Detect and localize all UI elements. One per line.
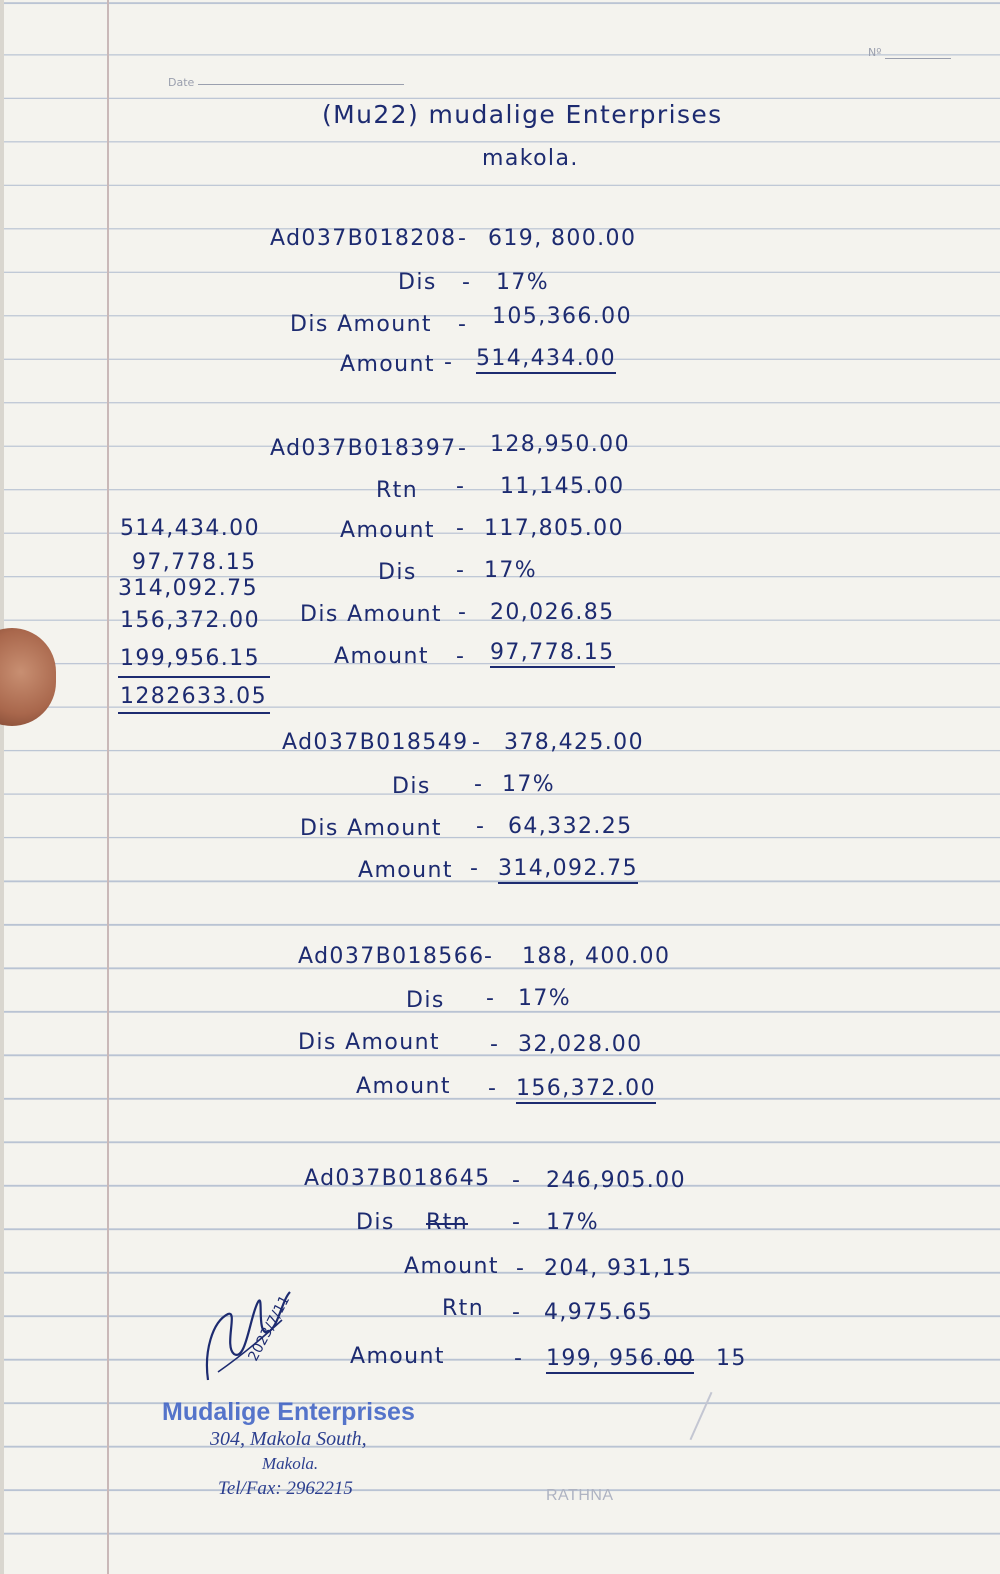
margin-line — [107, 0, 109, 1574]
signature — [198, 1262, 338, 1392]
number-label: Nº — [868, 46, 882, 59]
sum-total: 1282633.05 — [120, 684, 267, 709]
paper-brand: RATHNA — [546, 1487, 614, 1504]
rtn-label: Rtn — [376, 478, 419, 503]
invoice-total: 128,950.00 — [490, 432, 630, 457]
dis-percent: 17% — [502, 772, 556, 797]
dash: - — [458, 226, 468, 251]
dis-amount-label: Dis Amount — [298, 1030, 440, 1055]
page-title: (Mu22) mudalige Enterprises — [322, 100, 723, 129]
amount-after-dis: 204, 931,15 — [544, 1256, 693, 1281]
dash: - — [444, 350, 454, 375]
signature-date: 2023/7/11 — [245, 1292, 294, 1364]
dash: - — [486, 986, 496, 1011]
sum-line: 97,778.15 — [132, 550, 257, 575]
stamp-company-name: Mudalige Enterprises — [162, 1398, 415, 1426]
amount-label: Amount — [340, 352, 435, 377]
dash: - — [456, 516, 466, 541]
amount-value — [546, 1346, 694, 1374]
sum-line: 199,956.15 — [120, 646, 260, 671]
rtn-struck: Rtn — [426, 1210, 469, 1235]
number-line — [885, 58, 951, 59]
amount-struck: 00 — [663, 1346, 695, 1371]
amount-label: Amount — [356, 1074, 451, 1099]
amount-correction: 15 — [716, 1346, 747, 1371]
dis-amount-value: 105,366.00 — [492, 304, 632, 329]
dis-percent: 17% — [546, 1210, 600, 1235]
dash: - — [456, 644, 466, 669]
dis-amount-label: Dis Amount — [300, 602, 442, 627]
amount-label: Amount — [340, 518, 435, 543]
rtn-value: 4,975.65 — [544, 1300, 654, 1325]
amount-label: Amount — [334, 644, 429, 669]
dis-label: Dis — [356, 1210, 395, 1235]
dash: - — [490, 1032, 500, 1057]
dis-amount-value: 20,026.85 — [490, 600, 615, 625]
dash: - — [472, 730, 482, 755]
invoice-code: Ad037B018549 — [282, 730, 469, 755]
dash: - — [488, 1076, 498, 1101]
amount-label: Amount — [350, 1344, 445, 1369]
location: makola. — [482, 146, 579, 171]
dis-percent: 17% — [496, 270, 550, 295]
dash: - — [456, 474, 466, 499]
dash: - — [456, 558, 466, 583]
page-edge — [0, 0, 4, 1574]
amount-value-main: 199, 956. — [546, 1346, 664, 1371]
dis-amount-value: 32,028.00 — [518, 1032, 643, 1057]
invoice-total: 378,425.00 — [504, 730, 644, 755]
invoice-total: 619, 800.00 — [488, 226, 637, 251]
dash: - — [476, 814, 486, 839]
dis-label: Dis — [398, 270, 437, 295]
invoice-code: Ad037B018645 — [304, 1166, 491, 1191]
dis-amount-value: 64,332.25 — [508, 814, 633, 839]
amount-label: Amount — [404, 1254, 499, 1279]
amount-value: 514,434.00 — [476, 346, 616, 374]
stamp-phone: Tel/Fax: 2962215 — [218, 1478, 353, 1499]
dis-percent: 17% — [484, 558, 538, 583]
dash: - — [474, 772, 484, 797]
dis-label: Dis — [406, 988, 445, 1013]
amount-after-rtn: 117,805.00 — [484, 516, 624, 541]
sum-line: 156,372.00 — [120, 608, 260, 633]
date-label: Date — [168, 76, 195, 89]
invoice-code: Ad037B018208 — [270, 226, 457, 251]
dis-percent: 17% — [518, 986, 572, 1011]
stamp-address-2: Makola. — [262, 1454, 319, 1473]
dash: - — [484, 944, 494, 969]
dash: - — [458, 312, 468, 337]
invoice-total: 246,905.00 — [546, 1168, 686, 1193]
sum-line: 514,434.00 — [120, 516, 260, 541]
dash: - — [514, 1346, 524, 1371]
dash: - — [516, 1256, 526, 1281]
sum-line: 314,092.75 — [118, 576, 258, 601]
invoice-total: 188, 400.00 — [522, 944, 671, 969]
sum-rule — [118, 676, 270, 678]
amount-value: 314,092.75 — [498, 856, 638, 884]
dash: - — [458, 600, 468, 625]
thumb — [0, 628, 56, 726]
amount-value: 97,778.15 — [490, 640, 615, 668]
dash: - — [458, 436, 468, 461]
invoice-code: Ad037B018566 — [298, 944, 485, 969]
rtn-value: 11,145.00 — [500, 474, 625, 499]
dis-label: Dis — [378, 560, 417, 585]
dash: - — [462, 270, 472, 295]
amount-label: Amount — [358, 858, 453, 883]
stamp-address-1: 304, Makola South, — [210, 1428, 367, 1450]
dis-label: Dis — [392, 774, 431, 799]
dash: - — [512, 1168, 522, 1193]
dash: - — [512, 1210, 522, 1235]
dis-amount-label: Dis Amount — [300, 816, 442, 841]
dis-amount-label: Dis Amount — [290, 312, 432, 337]
sum-double-rule — [118, 712, 270, 714]
check-mark — [690, 1392, 713, 1440]
date-line — [198, 84, 404, 85]
invoice-code: Ad037B018397 — [270, 436, 457, 461]
amount-value: 156,372.00 — [516, 1076, 656, 1104]
dash: - — [470, 856, 480, 881]
rtn-label: Rtn — [442, 1296, 485, 1321]
dash: - — [512, 1300, 522, 1325]
